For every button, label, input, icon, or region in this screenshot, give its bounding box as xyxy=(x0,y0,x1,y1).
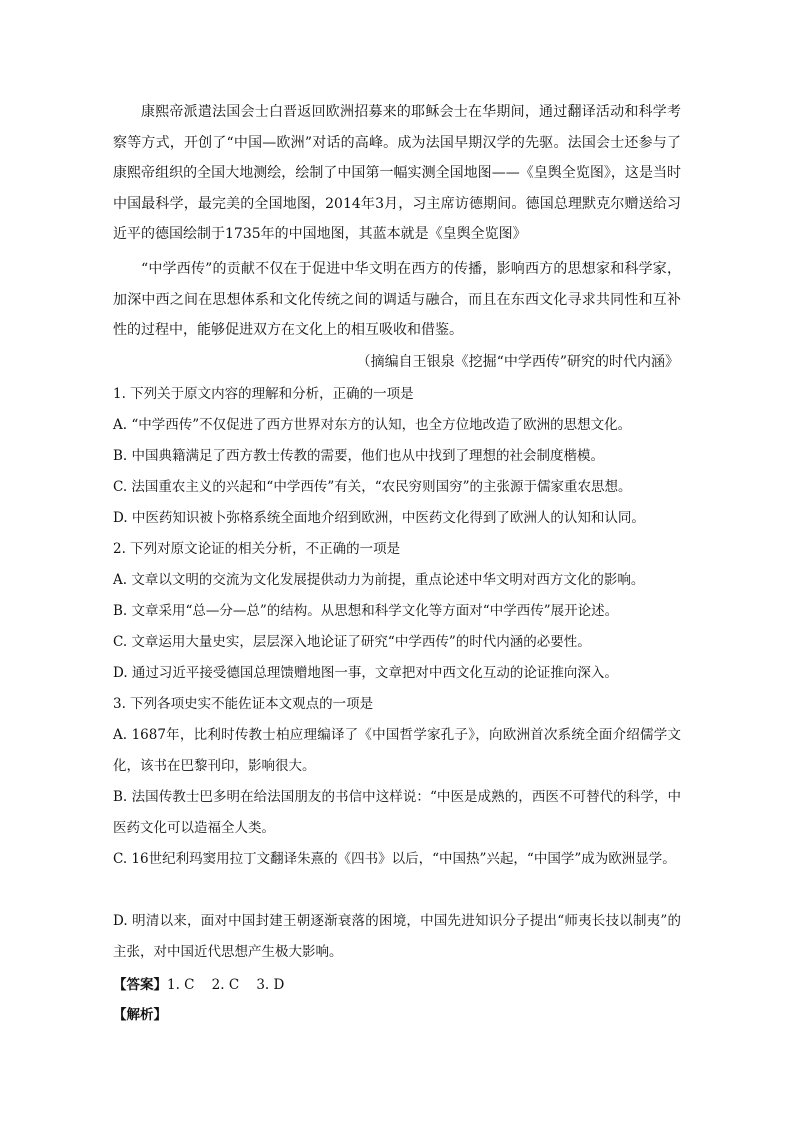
question-1-option-a: A. “中学西传”不仅促进了西方世界对东方的认知，也全方位地改造了欧洲的思想文化。 xyxy=(113,417,632,433)
question-3-stem: 3. 下列各项史实不能佐证本文观点的一项是 xyxy=(113,696,374,712)
question-1-option-b: B. 中国典籍满足了西方教士传教的需要，他们也从中找到了理想的社会制度楷模。 xyxy=(113,448,605,464)
answer-line xyxy=(113,970,284,1000)
passage-paragraph-2: “中学西传”的贡献不仅在于促进中华文明在西方的传播，影响西方的思想家和科学家，加深中西之间在思想体系和文化传统之间的调适与融合，而且在东西文化寻求共同性和互补性的过程中，能够促进双方在文化上的相互吸收和借鉴。 xyxy=(113,261,681,338)
question-2-stem: 2. 下列对原文论证的相关分析，不正确的一项是 xyxy=(113,541,401,557)
question-1-option-c: C. 法国重农主义的兴起和“中学西传”有关，“农民穷则国穷”的主张源于儒家重农思想。 xyxy=(113,479,632,495)
question-1-option-d: D. 中医药知识被卜弥格系统全面地介绍到欧洲，中医药文化得到了欧洲人的认知和认同。 xyxy=(113,510,645,526)
question-2-option-b: B. 文章采用“总—分—总”的结构。从思想和科学文化等方面对“中学西传”展开论述。 xyxy=(113,603,619,619)
question-2-option-c: C. 文章运用大量史实，层层深入地论证了研究“中学西传”的时代内涵的必要性。 xyxy=(113,634,591,650)
analysis-label: 【解析】 xyxy=(113,1007,167,1023)
question-3-option-d: D. 明清以来，面对中国封建王朝逐渐衰落的困境，中国先进知识分子提出“师夷长技以制夷”的主张，对中国近代思想产生极大影响。 xyxy=(113,913,681,960)
question-3-option-a: A. 1687年，比利时传教士柏应理编译了《中国哲学家孔子》，向欧洲首次系统全面介绍儒学文化，该书在巴黎刊印，影响很大。 xyxy=(113,727,681,774)
question-2-option-a: A. 文章以文明的交流为文化发展提供动力为前提，重点论述中华文明对西方文化的影响。 xyxy=(113,572,645,588)
passage-paragraph-1: 康熙帝派遣法国会士白晋返回欧洲招募来的耶稣会士在华期间，通过翻译活动和科学考察等方式，开创了“中国—欧洲”对话的高峰。成为法国早期汉学的先驱。法国会士还参与了康熙帝组织的全国大地测绘，绘制了中国第一幅实测全国地图——《皇舆全览图》，这是当时中国最科学，最完美的全国地图，2014年3月，习主席访德期间。德国总理默克尔赠送给习近平的德国绘制于1735年的中国地图，其蓝本就是《皇舆全览图》 xyxy=(113,104,681,242)
question-3-option-b: B. 法国传教士巴多明在给法国朋友的书信中这样说：“中医是成熟的，西医不可替代的科学，中医药文化可以造福全人类。 xyxy=(113,789,681,836)
question-3-option-c: C. 16世纪利玛窦用拉丁文翻译朱熹的《四书》以后，“中国热”兴起，“中国学”成为欧洲显学。 xyxy=(113,851,676,867)
answer-text: 1. C 2. C 3. D xyxy=(167,977,285,993)
answer-label: 【答案】 xyxy=(113,977,167,993)
passage-source: （摘编自王银泉《挖掘“中学西传”研究的时代内涵》 xyxy=(356,354,679,370)
question-1-stem: 1. 下列关于原文内容的理解和分析，正确的一项是 xyxy=(113,386,414,402)
question-2-option-d: D. 通过习近平接受德国总理馈赠地图一事，文章把对中西文化互动的论证推向深入。 xyxy=(113,665,618,681)
